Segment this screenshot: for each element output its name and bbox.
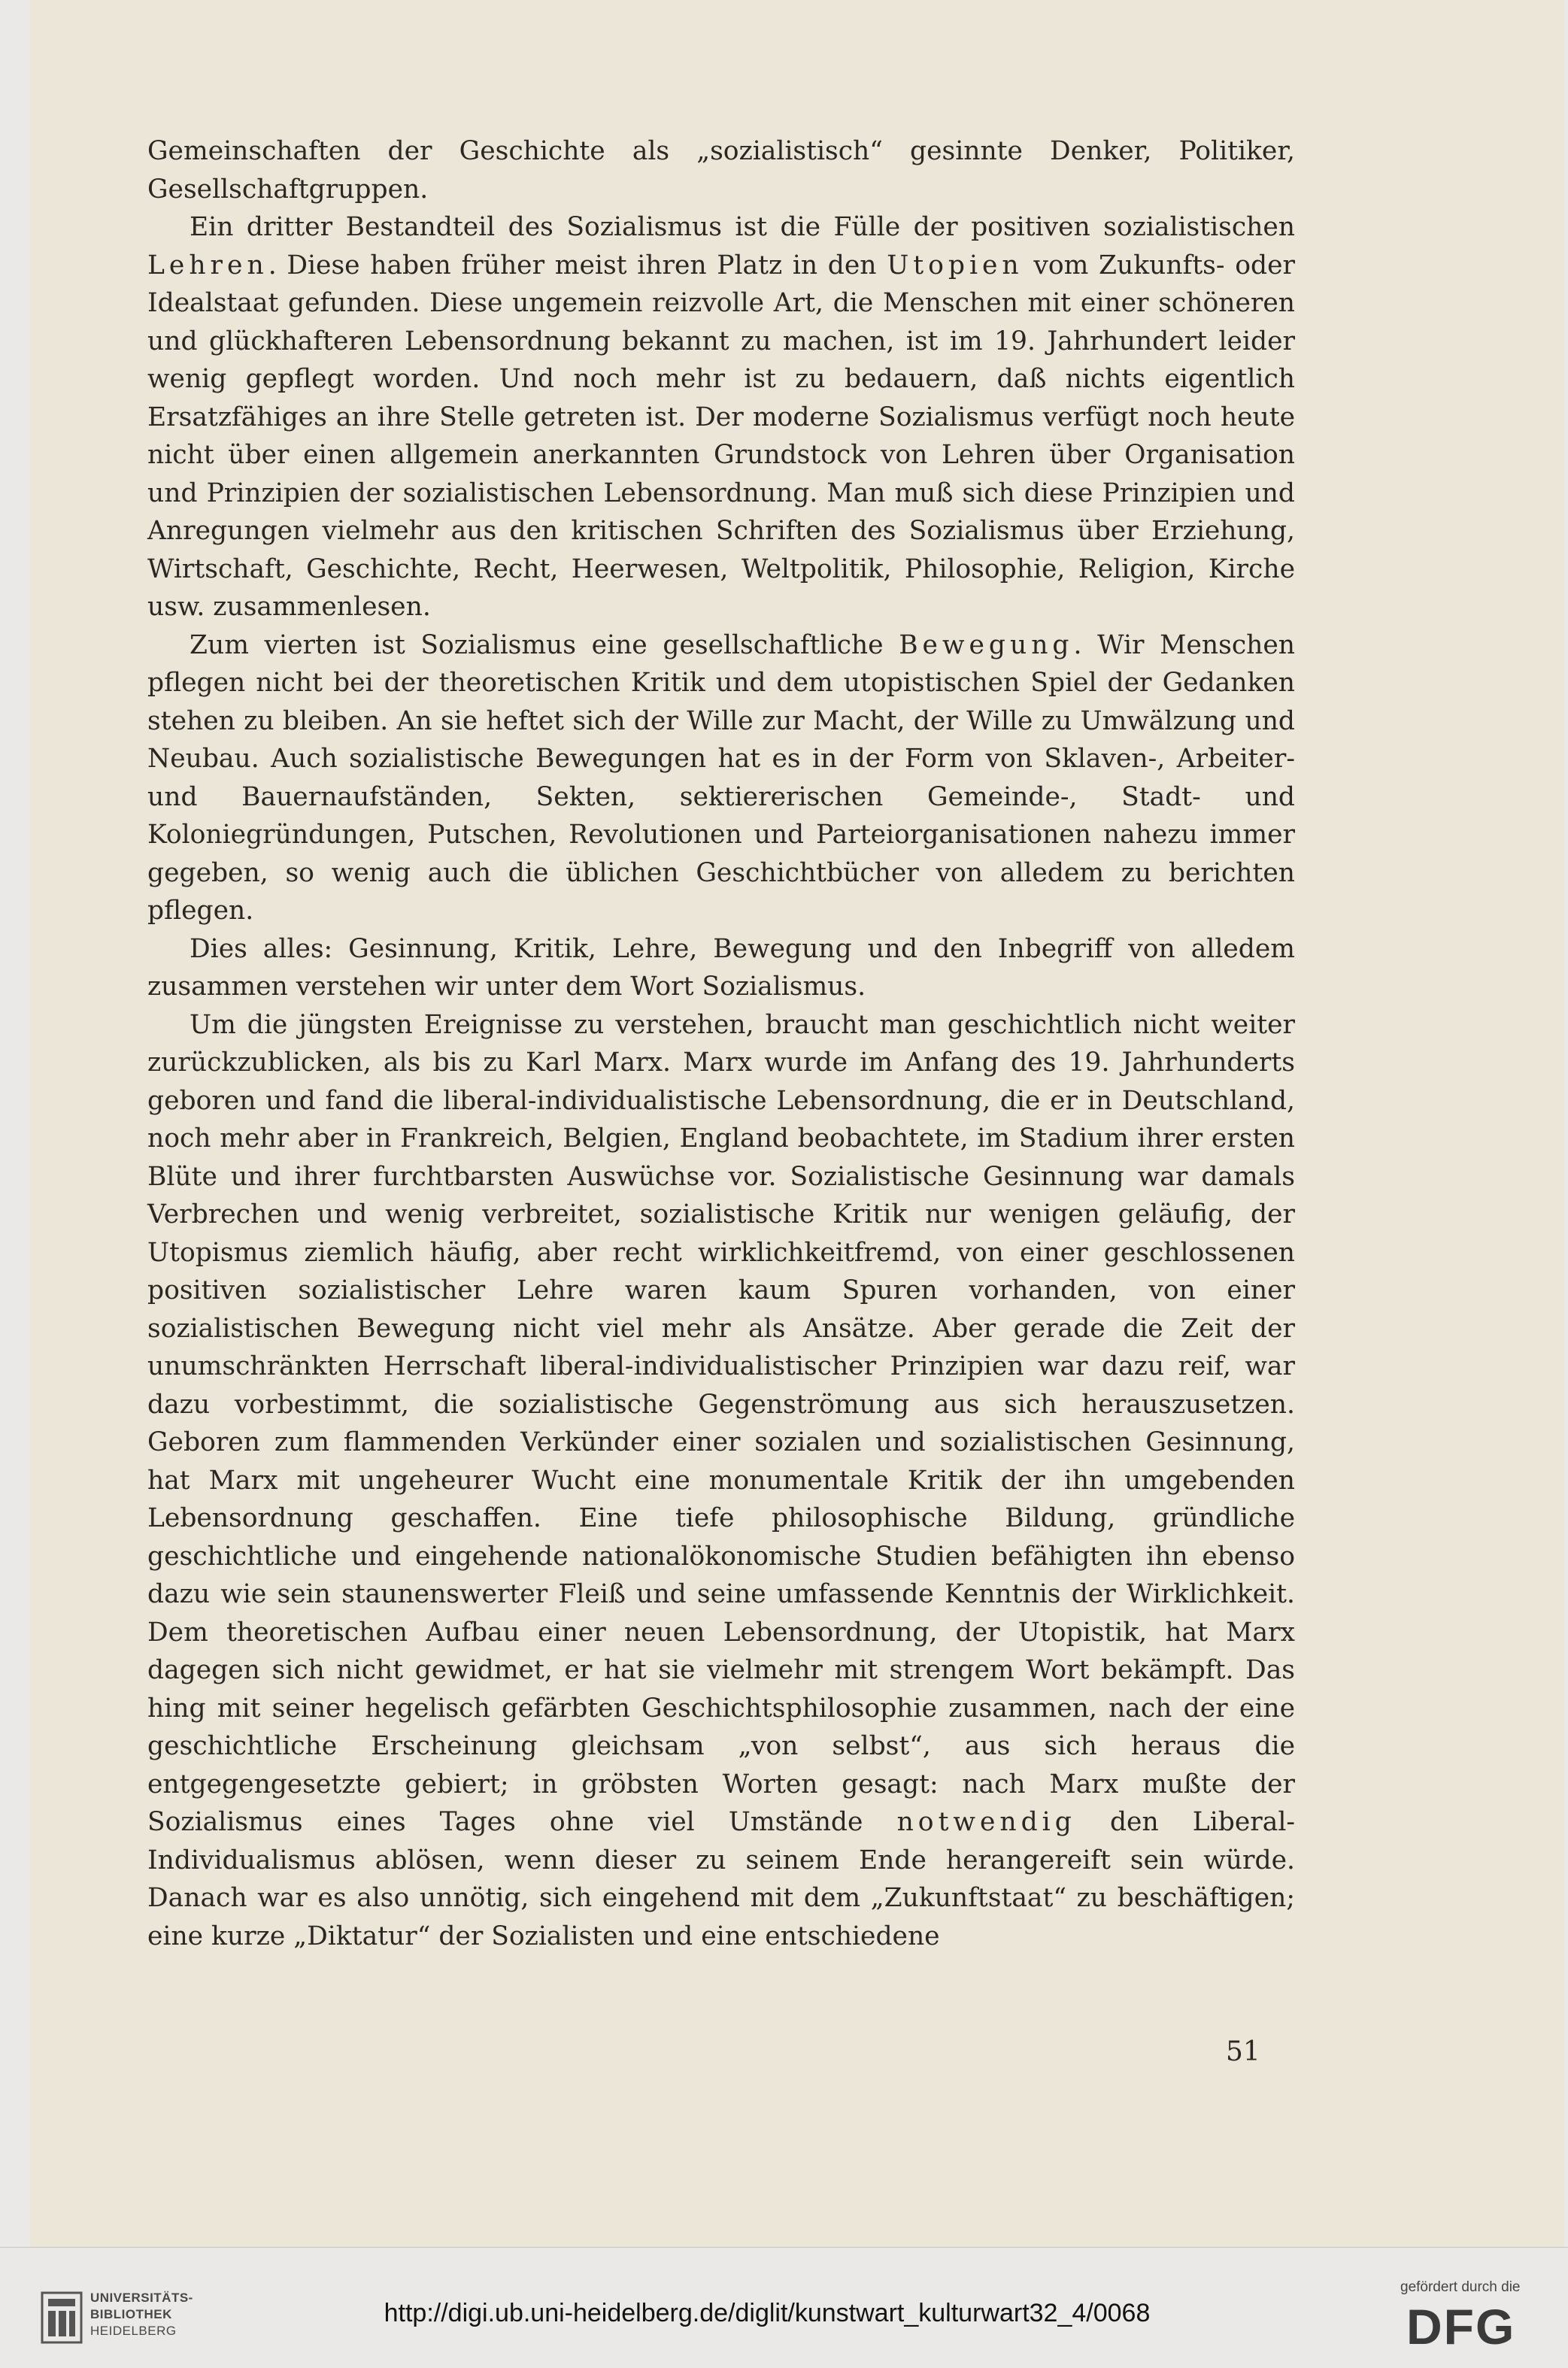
page-number: 51 xyxy=(1226,2036,1260,2067)
institution-line-2: BIBLIOTHEK xyxy=(90,2307,172,2321)
university-seal-icon xyxy=(41,2291,83,2344)
emphasized-text: Bewegung xyxy=(899,629,1074,660)
text-run: Gemeinschaften der Geschichte als „sozialistisch“ gesinnte Denker, Politiker, Gesellschaftgruppen. xyxy=(147,136,1295,205)
permalink-url[interactable]: http://digi.ub.uni-heidelberg.de/diglit/kunstwart_kulturwart32_4/0068 xyxy=(384,2299,1151,2327)
institution-line-3: HEIDELBERG xyxy=(90,2324,177,2338)
viewer-footer xyxy=(0,2247,1568,2368)
text-run: Um die jüngsten Ereignisse zu verstehen, braucht man geschichtlich nicht weiter zurückzublicken, als bis zu Karl Marx. Marx wurde im Anfang des 19. Jahrhunderts geboren und fand die liberal-individualistische Lebensordnung, die er in Deutschland, noch mehr aber in Frankreich, Belgien, England beobachtete, im Stadium ihrer ersten Blüte und ihrer furchtbarsten Auswüchse vor. Sozialistische Gesinnung war damals Verbrechen und wenig verbreitet, sozialistische Kritik nur wenigen geläufig, der Utopismus ziemlich häufig, aber recht wirklichkeitfremd, von einer geschlossenen positiven sozialistischer Lehre waren kaum Spuren vorhanden, von einer sozialistischen Bewegung nicht viel mehr als Ansätze. Aber gerade die Zeit der unumschränkten Herrschaft liberal-individualistischer Prinzipien war dazu reif, war dazu vorbestimmt, die sozialistische Gegenströmung aus sich herauszusetzen. Geboren zum flammenden Verkünder einer sozialen und sozialistischen Gesinnung, hat Marx mit ungeheurer Wucht eine monumentale Kritik der ihn umgebenden Lebensordnung geschaffen. Eine tiefe philosophische Bildung, gründliche geschichtliche und eingehende nationalökonomische Studien befähigten ihn ebenso dazu wie sein staunenswerter Fleiß und seine umfassende Kenntnis der Wirklichkeit. Dem theoretischen Aufbau einer neuen Lebensordnung, der Utopistik, hat Marx dagegen sich nicht gewidmet, er hat sie vielmehr mit strengem Wort bekämpft. Das hing mit seiner hegelisch gefärbten Geschichtsphilosophie zusammen, nach der eine geschichtliche Erscheinung gleichsam „von selbst“, aus sich heraus die entgegengesetzte gebiert; in gröbsten Worten gesagt: nach Marx mußte der Sozialismus eines Tages ohne viel Umstände xyxy=(147,1009,1295,1837)
emphasized-text: Utopien xyxy=(887,250,1024,280)
text-run: . Diese haben früher meist ihren Platz in den xyxy=(268,250,887,280)
funding-caption: gefördert durch die xyxy=(1400,2279,1521,2295)
paragraph xyxy=(147,626,1295,930)
text-run: Dies alles: Gesinnung, Kritik, Lehre, Bewegung und den Inbegriff von alledem zusammen verstehen wir unter dem Wort Sozialismus. xyxy=(147,933,1295,1002)
emphasized-text: notwendig xyxy=(896,1807,1076,1837)
emphasized-text: Lehren xyxy=(147,250,268,280)
paragraph xyxy=(147,208,1295,626)
paragraph xyxy=(147,132,1295,208)
text-run: Zum vierten ist Sozialismus eine gesellschaftliche xyxy=(190,629,899,660)
dfg-logo: DFG xyxy=(1406,2299,1516,2354)
university-library-name xyxy=(90,2290,193,2339)
text-run: Ein dritter Bestandteil des Sozialismus ist die Fülle der positiven sozialistischen xyxy=(190,212,1295,242)
scanned-page xyxy=(30,0,1564,2247)
body-text xyxy=(147,132,1295,1955)
text-run: vom Zukunfts- oder Idealstaat gefunden. Diese ungemein reizvolle Art, die Menschen mit einer schöneren und glückhafteren Lebensordnung bekannt zu machen, ist im 19. Jahrhundert leider wenig gepflegt worden. Und noch mehr ist zu bedauern, daß nichts eigentlich Ersatzfähiges an ihre Stelle getreten ist. Der moderne Sozialismus verfügt noch heute nicht über einen allgemein anerkannten Grundstock von Lehren über Organisation und Prinzipien der sozialistischen Lebensordnung. Man muß sich diese Prinzipien und Anregungen vielmehr aus den kritischen Schriften des Sozialismus über Erziehung, Wirtschaft, Geschichte, Recht, Heerwesen, Weltpolitik, Philosophie, Religion, Kirche usw. zusammenlesen. xyxy=(147,250,1296,622)
paragraph xyxy=(147,1006,1295,1956)
institution-line-1: UNIVERSITÄTS- xyxy=(90,2291,193,2305)
paragraph xyxy=(147,930,1295,1006)
text-run: . Wir Menschen pflegen nicht bei der theoretischen Kritik und dem utopistischen Spiel der Gedanken stehen zu bleiben. An sie heftet sich der Wille zur Macht, der Wille zu Umwälzung und Neubau. Auch sozialistische Bewegungen hat es in der Form von Sklaven-, Arbeiter- und Bauernaufständen, Sekten, sektiererischen Gemeinde-, Stadt- und Koloniegründungen, Putschen, Revolutionen und Parteiorganisationen nahezu immer gegeben, so wenig auch die üblichen Geschichtbücher von alledem zu berichten pflegen. xyxy=(147,629,1296,926)
text-run: den Liberal-Individualismus ablösen, wenn dieser zu seinem Ende herangereift sein würde. Danach war es also unnötig, sich eingehend mit dem „Zukunftstaat“ zu beschäftigen; eine kurze „Diktatur“ der Sozialisten und eine entschiedene xyxy=(147,1807,1296,1951)
